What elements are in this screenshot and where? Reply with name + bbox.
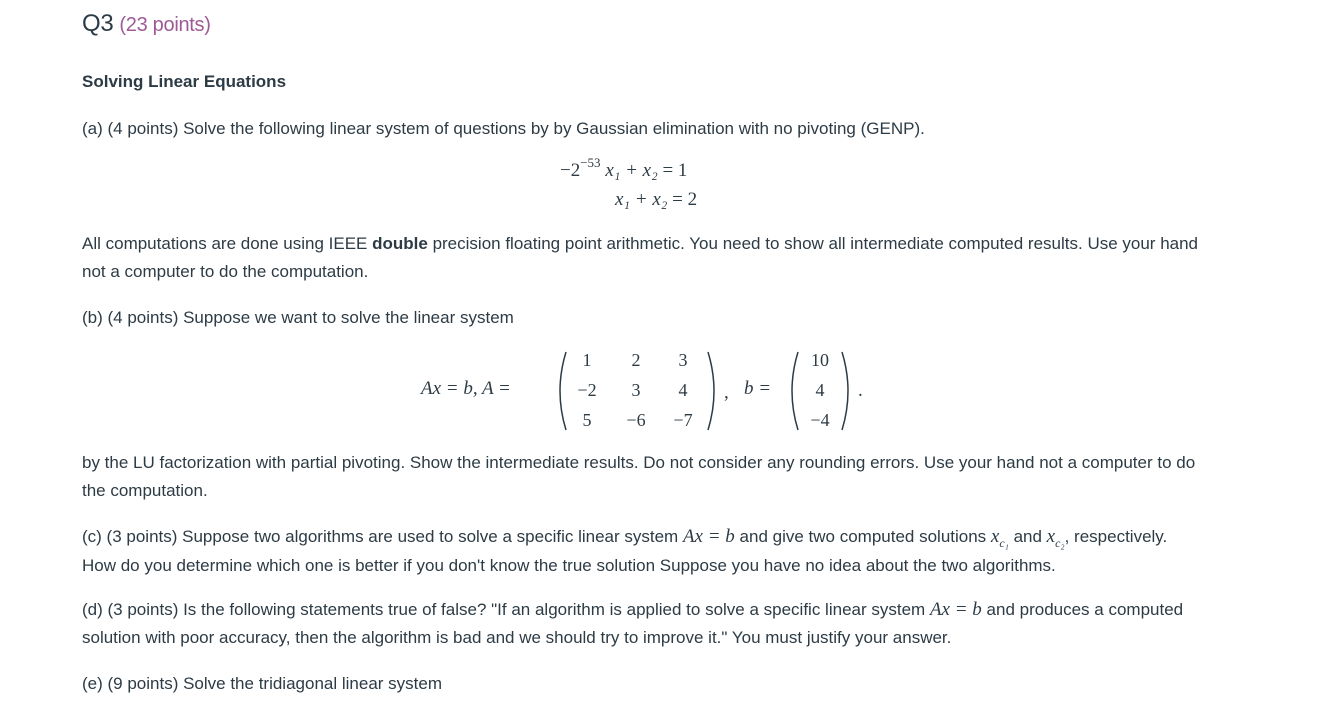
eq1-lhs: x₁ + x₂ bbox=[605, 160, 658, 181]
part-c-post: , respectively. How do you determine which one is better if you don't know the true solution Suppose you have no idea about the two algorithms. bbox=[82, 527, 1168, 575]
section-heading: Solving Linear Equations bbox=[82, 72, 287, 91]
matrix-a-cell: −7 bbox=[673, 410, 693, 430]
b-label: b = bbox=[744, 378, 772, 399]
matrix-a-cell: −2 bbox=[577, 380, 597, 400]
eq1-coef-base: −2 bbox=[560, 160, 581, 181]
x-c1: x bbox=[990, 526, 1000, 547]
matrix-a-cell: 3 bbox=[678, 350, 688, 370]
note-post: precision floating point arithmetic. You need to show all intermediate computed results. Use your hand not a computer to do the computation. bbox=[82, 234, 1199, 281]
part-c-eq: Ax = b bbox=[682, 526, 735, 547]
part-b-intro: (b) (4 points) Suppose we want to solve the linear system bbox=[82, 308, 514, 327]
equation-2 bbox=[615, 189, 697, 211]
part-c-and: and bbox=[1008, 527, 1047, 546]
eq2-rhs: = 2 bbox=[672, 189, 698, 210]
question-title bbox=[82, 10, 211, 38]
note-pre: All computations are done using IEEE bbox=[82, 234, 373, 253]
part-c bbox=[82, 523, 1202, 580]
vector-b-cell: 10 bbox=[811, 350, 829, 370]
part-d-pre: (d) (3 points) Is the following statements true of false? "If an algorithm is applied to solve a specific linear system bbox=[82, 600, 930, 619]
eq1-coef-exp: −53 bbox=[580, 155, 601, 170]
part-d bbox=[82, 596, 1202, 652]
vector-b-cell: 4 bbox=[815, 380, 825, 400]
matrix-a-cell: 4 bbox=[678, 380, 688, 400]
x-c1-sub: c₁ bbox=[999, 536, 1009, 550]
matrix-a-cell: −6 bbox=[626, 410, 646, 430]
part-d-post: and produces a computed solution with poor accuracy, then the algorithm is bad and we should try to improve it." You must justify your answer. bbox=[82, 600, 1184, 647]
part-c-mid: and give two computed solutions bbox=[734, 527, 991, 546]
matrix-a-cell: 1 bbox=[582, 350, 592, 370]
vector-b-cell: −4 bbox=[810, 410, 830, 430]
part-b-lhs: Ax = b, A = bbox=[421, 378, 511, 399]
matrix-a-cell: 3 bbox=[631, 380, 641, 400]
matrix-a-cell: 2 bbox=[631, 350, 641, 370]
matrix-a-cell: 5 bbox=[582, 410, 592, 430]
part-d-eq: Ax = b bbox=[929, 599, 982, 620]
question-points: (23 points) bbox=[119, 14, 211, 36]
part-e: (e) (9 points) Solve the tridiagonal linear system bbox=[82, 674, 442, 693]
part-a-note bbox=[82, 230, 1202, 286]
equation-1 bbox=[560, 155, 688, 182]
eq1-rhs: = 1 bbox=[662, 160, 688, 181]
part-a-intro: (a) (4 points) Solve the following linear system of questions by by Gaussian elimination with no pivoting (GENP). bbox=[82, 119, 925, 138]
part-c-pre: (c) (3 points) Suppose two algorithms are used to solve a specific linear system bbox=[82, 527, 683, 546]
x-c2-sub: c₂ bbox=[1055, 536, 1065, 550]
note-bold: double bbox=[372, 234, 428, 253]
question-label: Q3 bbox=[82, 10, 114, 37]
vector-period: . bbox=[858, 380, 863, 401]
part-b-after: by the LU factorization with partial pivoting. Show the intermediate results. Do not consider any rounding errors. Use your hand not a computer to do the computation. bbox=[82, 453, 1196, 500]
eq2-lhs: x₁ + x₂ bbox=[615, 189, 668, 210]
x-c2: x bbox=[1046, 526, 1056, 547]
matrix-comma: , bbox=[724, 382, 729, 403]
